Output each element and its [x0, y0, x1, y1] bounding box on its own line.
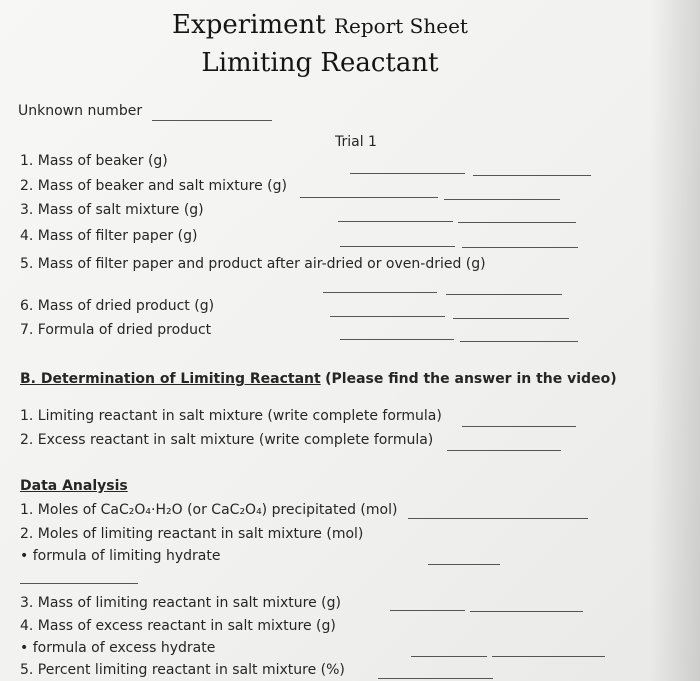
answer-line[interactable] — [447, 450, 561, 451]
section-b-heading — [20, 371, 617, 387]
answer-line[interactable] — [428, 564, 500, 565]
answer-line[interactable] — [462, 247, 578, 248]
answer-line[interactable] — [408, 518, 588, 519]
unknown-number-label: Unknown number — [18, 103, 143, 119]
section-b-title: B. Determination of Limiting Reactant — [20, 371, 321, 387]
answer-line[interactable] — [411, 656, 487, 657]
answer-line[interactable] — [20, 583, 138, 584]
item-mass-salt: 3. Mass of salt mixture (g) — [20, 202, 204, 218]
title-experiment: Experiment — [172, 10, 326, 40]
item-mass-beaker: 1. Mass of beaker (g) — [20, 153, 168, 169]
trial-1-label: Trial 1 — [335, 134, 377, 150]
answer-line[interactable] — [390, 610, 465, 611]
answer-line[interactable] — [378, 678, 493, 679]
unknown-number-field[interactable] — [152, 120, 272, 121]
item-moles-precipitated: 1. Moles of CaC₂O₄·H₂O (or CaC₂O₄) precipitated (mol) — [20, 502, 398, 518]
page-title — [0, 10, 640, 40]
item-mass-beaker-salt: 2. Mass of beaker and salt mixture (g) — [20, 178, 287, 194]
answer-line[interactable] — [458, 222, 576, 223]
item-mass-dried-product: 6. Mass of dried product (g) — [20, 298, 215, 314]
answer-line[interactable] — [492, 656, 605, 657]
item-formula-limiting-hydrate: • formula of limiting hydrate — [20, 548, 221, 564]
item-mass-filter-paper: 4. Mass of filter paper (g) — [20, 228, 198, 244]
item-mass-filter-product: 5. Mass of filter paper and product after air-dried or oven-dried (g) — [20, 256, 486, 272]
answer-line[interactable] — [340, 246, 455, 247]
answer-line[interactable] — [470, 611, 583, 612]
answer-line[interactable] — [350, 173, 465, 174]
item-moles-limiting: 2. Moles of limiting reactant in salt mixture (mol) — [20, 526, 364, 542]
answer-line[interactable] — [338, 221, 453, 222]
item-formula-dried-product: 7. Formula of dried product — [20, 322, 212, 338]
answer-line[interactable] — [340, 339, 454, 340]
item-mass-excess: 4. Mass of excess reactant in salt mixture (g) — [20, 618, 336, 634]
answer-line[interactable] — [300, 197, 438, 198]
answer-line[interactable] — [453, 318, 569, 319]
answer-line[interactable] — [473, 175, 591, 176]
answer-line[interactable] — [462, 426, 576, 427]
item-percent-limiting: 5. Percent limiting reactant in salt mixture (%) — [20, 662, 345, 678]
title-report-sheet: Report Sheet — [333, 14, 468, 38]
item-formula-excess-hydrate: • formula of excess hydrate — [20, 640, 216, 656]
answer-line[interactable] — [460, 341, 578, 342]
data-analysis-heading: Data Analysis — [20, 478, 128, 494]
item-excess-reactant: 2. Excess reactant in salt mixture (write complete formula) — [20, 432, 434, 448]
answer-line[interactable] — [323, 292, 437, 293]
item-mass-limiting: 3. Mass of limiting reactant in salt mixture (g) — [20, 595, 341, 611]
page-shadow — [650, 0, 700, 681]
answer-line[interactable] — [446, 294, 562, 295]
answer-line[interactable] — [444, 199, 560, 200]
answer-line[interactable] — [330, 316, 445, 317]
item-limiting-reactant: 1. Limiting reactant in salt mixture (write complete formula) — [20, 408, 442, 424]
section-b-note: (Please find the answer in the video) — [325, 371, 617, 387]
page-subtitle: Limiting Reactant — [201, 48, 439, 78]
